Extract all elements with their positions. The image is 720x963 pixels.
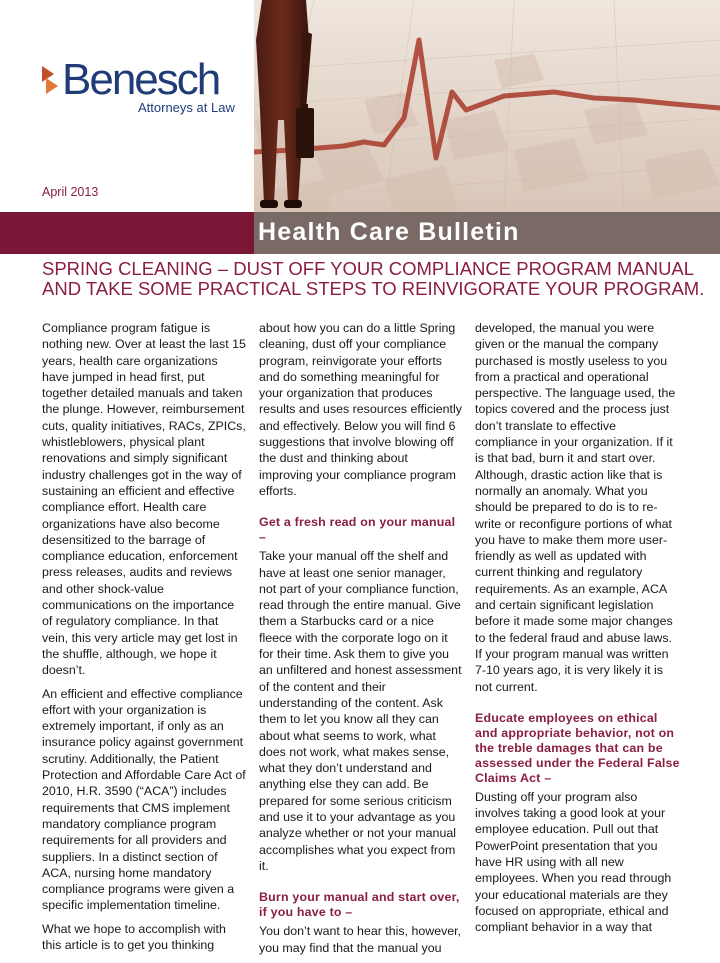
section-heading: Burn your manual and start over, if you have to – (259, 890, 460, 920)
logo-tagline: Attorneys at Law (138, 100, 235, 115)
article-column-2 (259, 320, 463, 963)
logo-wordmark: Benesch (62, 55, 220, 104)
article-column-3 (475, 320, 682, 943)
header-photo-illustration (254, 0, 720, 212)
section-heading: Get a fresh read on your manual – (259, 515, 456, 545)
banner-left-bar (0, 212, 254, 254)
article-paragraph: Dusting off your program also involves taking a good look at your employee education. Pull out that PowerPoint presentation that you have HR using with all new employees. When you read through your educational materials are they focused on appropriate, ethical and compliant behavior in a way that (475, 789, 672, 935)
article-paragraph: about how you can do a little Spring cleaning, dust off your compliance program, reinvigorate your efforts and do something meaningful for your organization that produces results and uses resources efficiently and effectively. Below you will find 6 suggestions that involve blowing off the dust and thinking about improving your compliance program efforts. (259, 321, 462, 498)
section-heading: Educate employees on ethical and appropriate behavior, not on the treble damages that can be assessed under the Federal False Claims Act – (475, 710, 680, 785)
article-paragraph: You don’t want to hear this, however, you may find that the manual you (259, 924, 462, 955)
header-photo (254, 0, 720, 212)
article-paragraph: Take your manual off the shelf and have at least one senior manager, not part of your compliance function, read through the entire manual. Give them a Starbucks card or a nice fleece with the corporate logo on it for their time. Ask them to give you an unfiltered and honest assessment of the content and their understanding of the content. Ask them to let you know all they can about what seems to work, what does not work, what makes sense, what they don’t understand and anything else they can add. Be prepared for some serious criticism and use it to your advantage as you analyze whether or not your manual accomplishes what you expect from it. (259, 549, 462, 873)
article-paragraph: developed, the manual you were given or the manual the company purchased is mostly useless to you from a practical and operational perspective. The language used, the topics covered and the process just don’t translate to effective compliance in your organization. If it is that bad, burn it and start over. Although, drastic action like that is normally an anomaly. What you should be prepared to do is to re-write or reconfigure portions of what you have to make them more user-friendly as well as updated with current thinking and regulatory requirements. As an example, ACA and certain significant legislation before it made some major changes to the federal fraud and abuse laws. If your program manual was written 7-10 years ago, it is very likely it is not current. (475, 321, 676, 694)
article-headline: SPRING CLEANING – DUST OFF YOUR COMPLIANCE PROGRAM MANUAL AND TAKE SOME PRACTICAL STEPS TO REINVIGORATE YOUR PROGRAM. (42, 258, 705, 299)
issue-date: April 2013 (42, 185, 99, 199)
bulletin-title: Health Care Bulletin (258, 218, 520, 246)
logo-arrow-icon (42, 66, 62, 96)
article-paragraph: What we hope to accomplish with this article is to get you thinking (42, 921, 226, 952)
article-paragraph: An efficient and effective compliance effort with your organization is extremely important, if only as an insurance policy against government scrutiny. Additionally, the Patient Protection and Affordable Care Act of 2010, H.R. 3590 (“ACA”) includes requirements that CMS implement mandatory compliance program requirements for all providers and suppliers. In a distinct section of ACA, nursing home mandatory compliance programs were given a specific implementation timeline. (42, 686, 246, 913)
article-column-1 (42, 320, 247, 960)
benesch-logo (42, 55, 242, 122)
article-paragraph: Compliance program fatigue is nothing new. Over at least the last 15 years, health care organizations have jumped in head first, put together detailed manuals and taken the plunge. However, reimbursement cuts, quality initiatives, RACs, ZPICs, whistleblowers, physical plant renovations and simply significant industry challenges got in the way of sustaining an efficient and effective compliance effort. Health care organizations have also become desensitized to the barrage of compliance education, enforcement press releases, audits and reviews and other shock-value communications on the importance of regulatory compliance. In that vein, this very article may get lost in the shuffle, although, we hope it doesn’t. (42, 321, 246, 678)
